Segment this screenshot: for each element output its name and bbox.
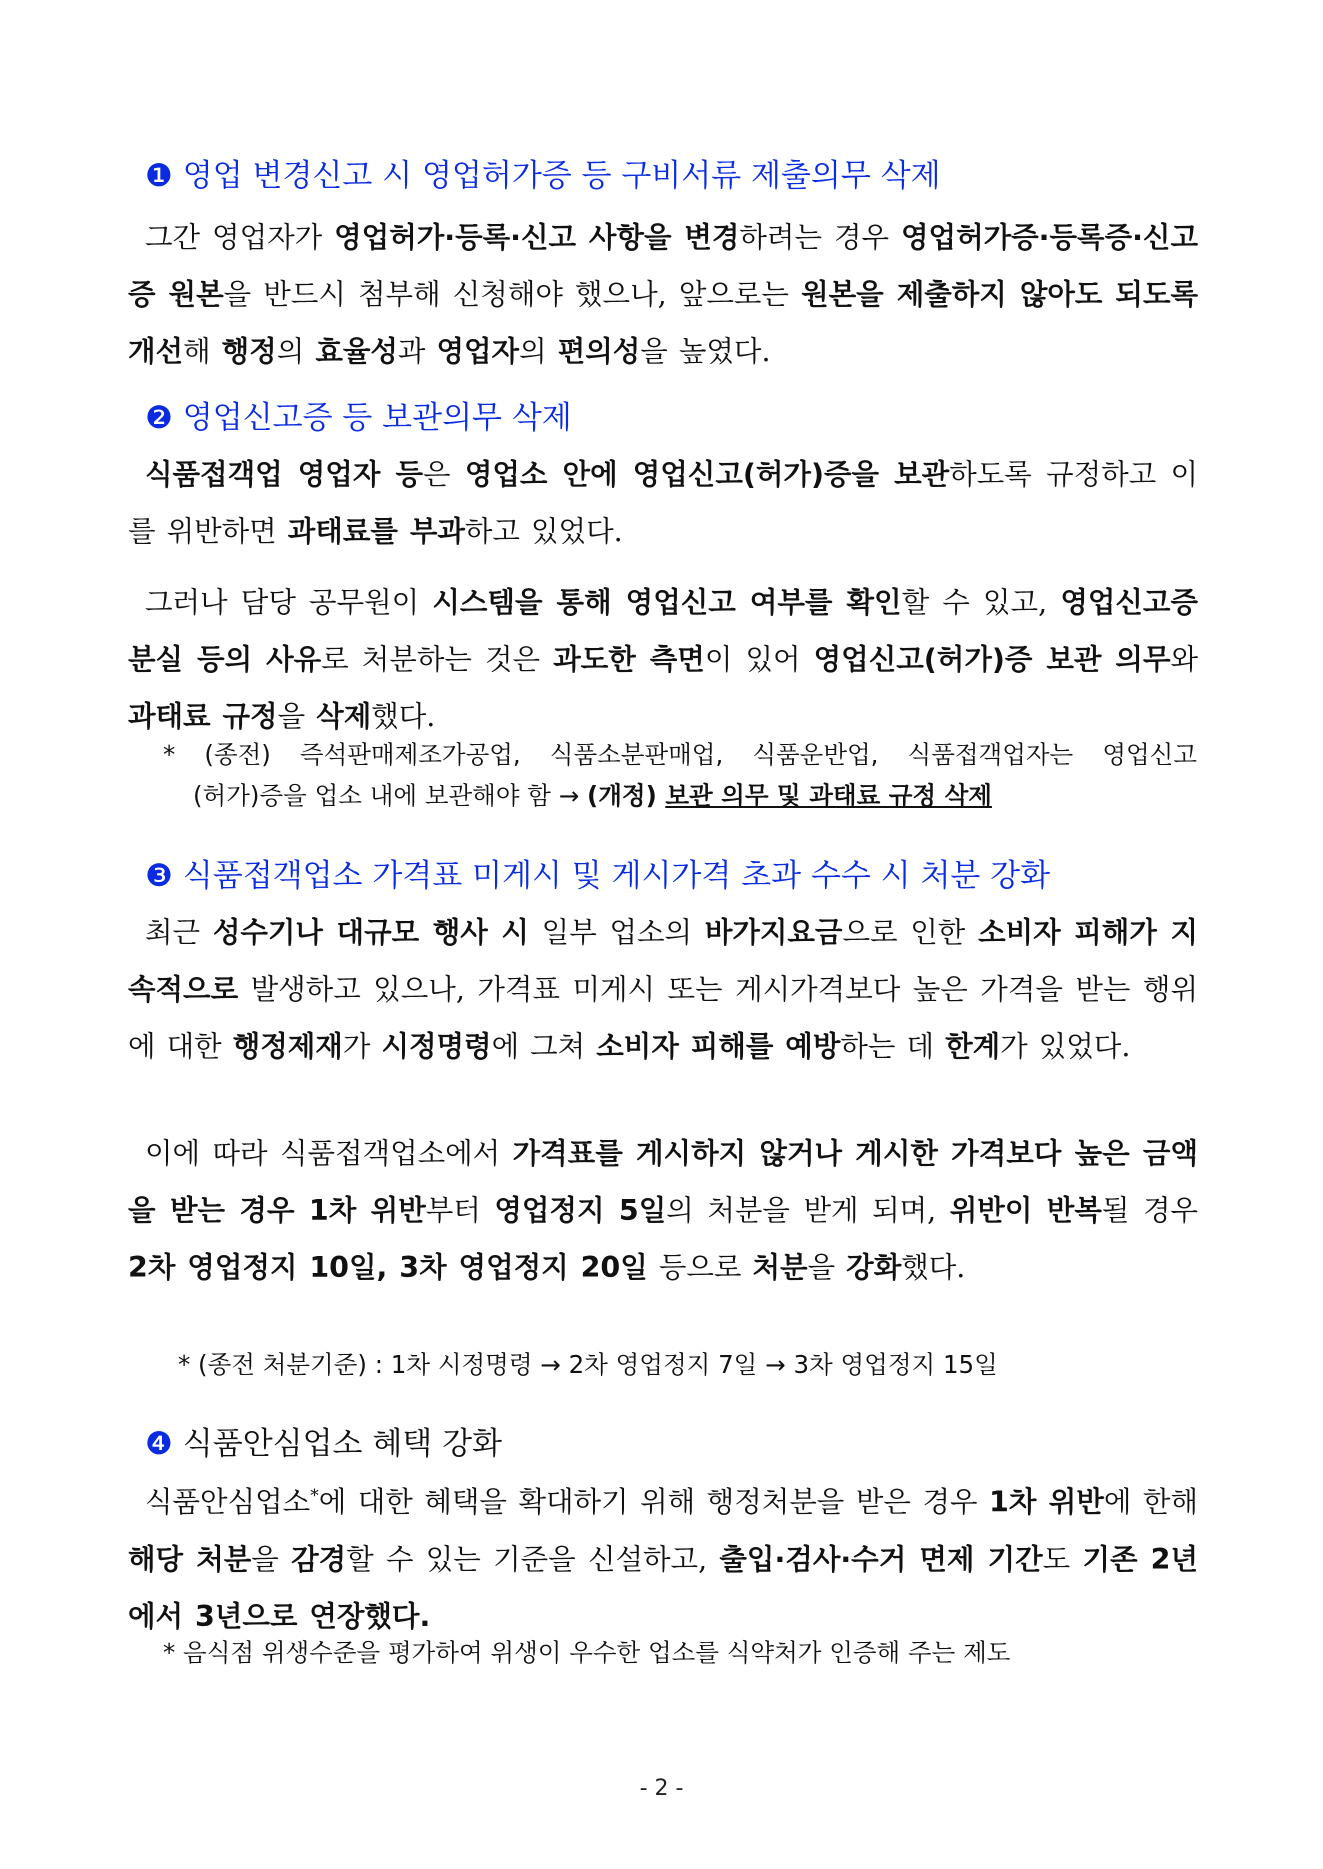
section2-paragraph-2 [128, 574, 1198, 745]
section1-number: ❶ [145, 158, 173, 194]
section4-title: 식품안심업소 혜택 강화 [182, 1426, 502, 1462]
text-run: 그간 영업자가 [145, 221, 335, 254]
text-run: 하고 있었다. [464, 515, 623, 548]
text-run: 에 대한 혜택을 확대하기 위해 행정처분을 받은 경우 [318, 1485, 990, 1519]
text-run: 의 [276, 335, 316, 368]
text-run: 으로 인한 [842, 916, 979, 949]
bold-text-run: 영업신고증 분실 등의 사유 [128, 586, 1198, 676]
section4-paragraph [128, 1468, 1198, 1645]
bold-text-run: 행정 [221, 335, 277, 368]
text-run: 부터 [425, 1194, 495, 1227]
section2-note-plain: (허가)증을 업소 내에 보관해야 함 → [193, 781, 588, 810]
bold-text-run: 식품접객업 영업자 등 [145, 458, 424, 491]
bold-text-run: 강화 [846, 1251, 902, 1284]
text-run: 할 수 있는 기준을 신설하고, [346, 1542, 720, 1576]
bold-text-run: 소비자 피해가 지속적으로 [128, 916, 1199, 1006]
bold-text-run: 영업정지 5일 [494, 1194, 667, 1227]
bold-text-run: 1차 위반 [989, 1485, 1104, 1519]
text-run: 에 한해 [1103, 1485, 1198, 1519]
bold-text-run: 영업허가·등록·신고 사항을 변경 [334, 221, 740, 254]
text-run: 해 [183, 335, 222, 368]
text-run: 을 [251, 1542, 292, 1576]
bold-text-run: 소비자 피해를 예방 [596, 1030, 841, 1063]
text-run: 최근 [145, 916, 213, 949]
text-run: 도 [1042, 1542, 1083, 1576]
bold-text-run: 기존 2년에서 3년으로 연장했다. [128, 1542, 1199, 1633]
section2-note-line-1: * (종전) 즉석판매제조가공업, 식품소분판매업, 식품운반업, 식품접객업자는 영업신고 [163, 740, 1197, 769]
text-run: 을 반드시 첨부해 신청해야 했으나, 앞으로는 [223, 278, 802, 311]
bold-text-run: 감경 [291, 1542, 347, 1576]
text-run: 하는 데 [840, 1030, 946, 1063]
bold-text-run: 효율성 [315, 335, 398, 368]
text-run: 과 [397, 335, 437, 368]
bold-text-run: 한계 [945, 1030, 1001, 1063]
bold-text-run: 해당 처분 [128, 1542, 252, 1576]
text-run: 의 처분을 받게 되며, [666, 1194, 950, 1227]
section2-note-bold: (개정) [587, 781, 666, 810]
text-run: 가 있었다. [1000, 1030, 1131, 1063]
bold-text-run: 처분 [752, 1251, 808, 1284]
section2-number: ❷ [145, 400, 173, 436]
text-run: 할 수 있고, [901, 586, 1061, 619]
text-run: 의 [519, 335, 558, 368]
section2-note-underline: 보관 의무 및 과태료 규정 삭제 [665, 781, 992, 810]
text-run: 그러나 담당 공무원이 [145, 586, 433, 619]
bold-text-run: 과태료 규정 [128, 700, 278, 733]
bold-text-run: 영업자 [436, 335, 520, 368]
bold-text-run: 영업신고(허가)증 보관 의무 [813, 643, 1171, 676]
bold-text-run: 원본을 제출하지 않아도 되도록 개선 [128, 278, 1199, 368]
bold-text-run: 위반이 반복 [949, 1194, 1102, 1227]
text-run: 을 [807, 1251, 847, 1284]
text-run: * [310, 1486, 319, 1506]
section2-title: 영업신고증 등 보관의무 삭제 [182, 400, 572, 436]
text-run: 했다. [901, 1251, 966, 1284]
section4-number: ❹ [145, 1426, 173, 1462]
section4-heading [145, 1418, 502, 1463]
text-run: 을 높였다. [640, 335, 771, 368]
text-run: 가 [342, 1030, 382, 1063]
section2-paragraph-1 [128, 446, 1198, 560]
page-number: - 2 - [639, 1776, 684, 1801]
text-run: 이 있어 [704, 643, 814, 676]
section3-number: ❸ [145, 858, 173, 894]
bold-text-run: 영업소 안에 영업신고(허가)증을 보관 [464, 458, 950, 491]
section1-title: 영업 변경신고 시 영업허가증 등 구비서류 제출의무 삭제 [182, 158, 941, 194]
text-run: 하려는 경우 [739, 221, 902, 254]
text-run: 을 [277, 700, 317, 733]
section4-note: * 음식점 위생수준을 평가하여 위생이 우수한 업소를 식약처가 인증해 주는 제도 [163, 1638, 1011, 1667]
section1-heading [145, 150, 941, 195]
text-run: 발생하고 있으나, 가격표 미게시 또는 게시가격보다 높은 가격을 받는 행위에 대한 [128, 973, 1198, 1063]
text-run: 될 경우 [1101, 1194, 1199, 1227]
section3-title: 식품접객업소 가격표 미게시 및 게시가격 초과 수수 시 처분 강화 [182, 858, 1051, 894]
bold-text-run: 영업허가증·등록증·신고증 원본 [128, 221, 1198, 311]
text-run: 하도록 규정하고 이를 위반하면 [128, 458, 1198, 548]
section3-heading [145, 850, 1050, 895]
bold-text-run: 삭제 [316, 700, 372, 733]
text-run: 와 [1170, 643, 1199, 676]
bold-text-run: 가격표를 게시하지 않거나 게시한 가격보다 높은 금액을 받는 경우 1차 위반 [128, 1137, 1198, 1227]
text-run: 로 처분하는 것은 [321, 643, 554, 676]
section2-note-line-2 [193, 776, 1197, 816]
bold-text-run: 2차 영업정지 10일, 3차 영업정지 20일 [128, 1251, 648, 1284]
section2-heading [145, 392, 572, 437]
bold-text-run: 시정명령 [381, 1030, 492, 1063]
text-run: 했다. [371, 700, 436, 733]
bold-text-run: 시스템을 통해 영업신고 여부를 확인 [432, 586, 902, 619]
text-run: 이에 따라 식품접객업소에서 [145, 1137, 513, 1170]
bold-text-run: 편의성 [557, 335, 641, 368]
bold-text-run: 과도한 측면 [553, 643, 705, 676]
bold-text-run: 출입·검사·수거 면제 기간 [719, 1542, 1043, 1576]
bold-text-run: 성수기나 대규모 행사 시 [212, 916, 529, 949]
section3-paragraph-1 [128, 904, 1198, 1075]
section3-note: * (종전 처분기준) : 1차 시정명령 → 2차 영업정지 7일 → 3차 영업정지 15일 [178, 1350, 998, 1379]
section3-paragraph-2 [128, 1125, 1198, 1296]
bold-text-run: 바가지요금 [704, 916, 843, 949]
text-run: 일부 업소의 [528, 916, 705, 949]
bold-text-run: 행정제재 [232, 1030, 343, 1063]
text-run: 에 그쳐 [491, 1030, 597, 1063]
text-run: 식품안심업소 [145, 1485, 311, 1519]
section1-paragraph [128, 209, 1198, 380]
bold-text-run: 과태료를 부과 [287, 515, 465, 548]
text-run: 등으로 [647, 1251, 753, 1284]
text-run: 은 [423, 458, 465, 491]
